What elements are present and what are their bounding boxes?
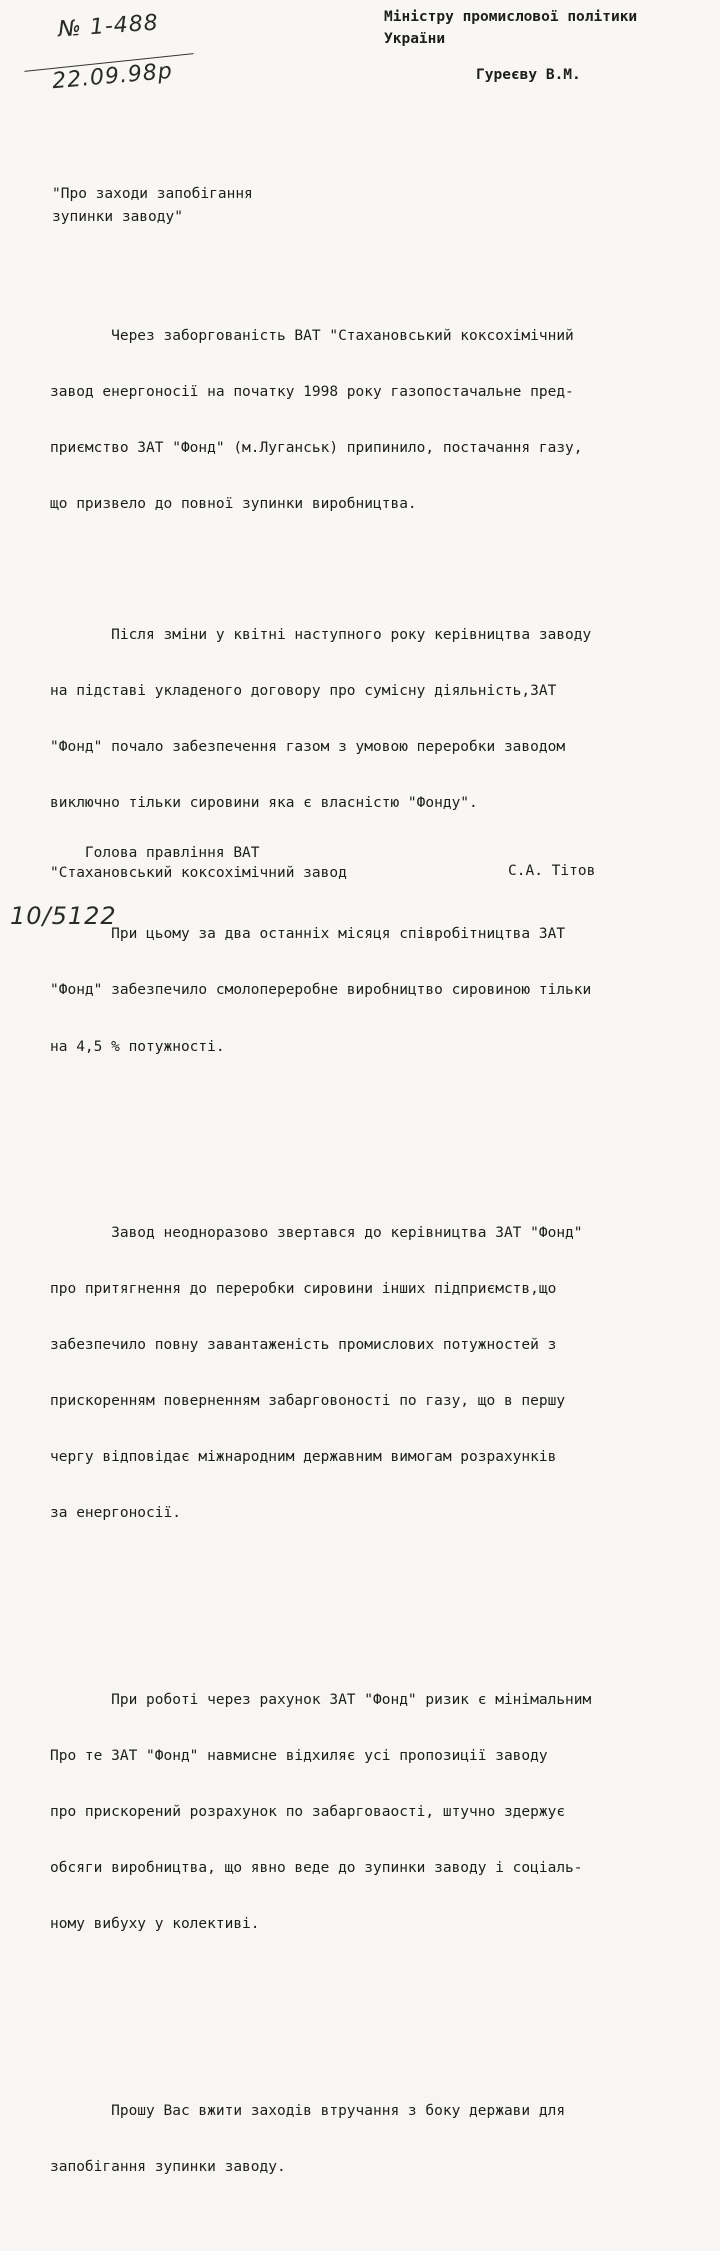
addressee-line-1: Міністру промислової політики [384,9,638,25]
text-line: приємство ЗАТ "Фонд" (м.Луганськ) припинило, постачання газу, [50,440,583,457]
signature-title-line-1: Голова правління ВАТ [50,845,260,861]
text-line: що призвело до повної зупинки виробництва. [50,496,417,513]
text-line: прискоренням поверненням забарговоності по газу, що в першу [50,1393,566,1410]
text-line: виключно тільки сировини яка є власністю "Фонду". [50,795,478,812]
paragraph-2 [50,589,715,851]
registration-number: № 1-488 [57,10,160,43]
text-line: Про те ЗАТ "Фонд" навмисне відхиляє усі пропозиції заводу [50,1747,548,1764]
registration-date: 22.09.98р [51,58,174,95]
text-line: Після зміни у квітні наступного року керівництва заводу [50,627,592,644]
text-line: на 4,5 % потужності. [50,1038,225,1055]
text-line: про притягнення до переробки сировини інших підприємств,що [50,1280,557,1297]
signature-title-line-2: "Стахановський коксохімічний завод [50,865,347,881]
text-line: запобігання зупинки заводу. [50,2158,286,2175]
text-line: завод енергоносії на початку 1998 року газопостачальне пред- [50,383,574,400]
text-line: забезпечило повну завантаженість промислових потужностей з [50,1337,557,1354]
subject-line-2: зупинки заводу" [52,209,183,225]
text-line: Через заборгованість ВАТ "Стахановський коксохімічний [50,327,574,344]
text-line: чергу відповідає міжнародним державним вимогам розрахунків [50,1449,557,1466]
text-line: При цьому за два останніх місяця співробітництва ЗАТ [50,926,566,943]
signature-title-block [50,843,347,883]
signatory-name: С.А. Тітов [508,863,596,879]
paragraph-gap [50,1598,715,1616]
text-line: за енергоносії. [50,1505,181,1522]
text-line: "Фонд" почало забезпечення газом з умовою переробки заводом [50,739,566,756]
paragraph-gap [50,1131,715,1149]
text-line: Прошу Вас вжити заходів втручання з боку держави для [50,2102,566,2119]
text-line: "Фонд" забезпечило смолопереробне виробництво сировиною тільки [50,982,592,999]
text-line: про прискорений розрахунок по забарговаості, штучно здержує [50,1803,566,1820]
text-line: Завод неодноразово звертався до керівництва ЗАТ "Фонд" [50,1224,583,1241]
paragraph-1 [50,289,715,551]
paragraph-5 [50,1653,715,1971]
letter-subject [52,183,253,229]
subject-line-1: "Про заходи запобігання [52,186,253,202]
text-line: обсяги виробництва, що явно веде до зупинки заводу і соціаль- [50,1860,583,1877]
paragraph-3 [50,888,715,1094]
text-line: ному вибуху у колективі. [50,1916,260,1933]
addressee-line-2: України [384,31,446,47]
paragraph-6 [50,2064,715,2214]
text-line: на підставі укладеного договору про сумісну діяльність,ЗАТ [50,683,557,700]
addressee-block [384,6,637,50]
letter-body [50,252,715,2251]
handwritten-archive-number: 10/5122 [10,902,117,930]
paragraph-4 [50,1186,715,1560]
text-line: При роботі через рахунок ЗАТ "Фонд" ризик є мінімальним [50,1691,592,1708]
addressee-name: Гуреєву В.М. [476,67,581,83]
paragraph-gap [50,2009,715,2027]
